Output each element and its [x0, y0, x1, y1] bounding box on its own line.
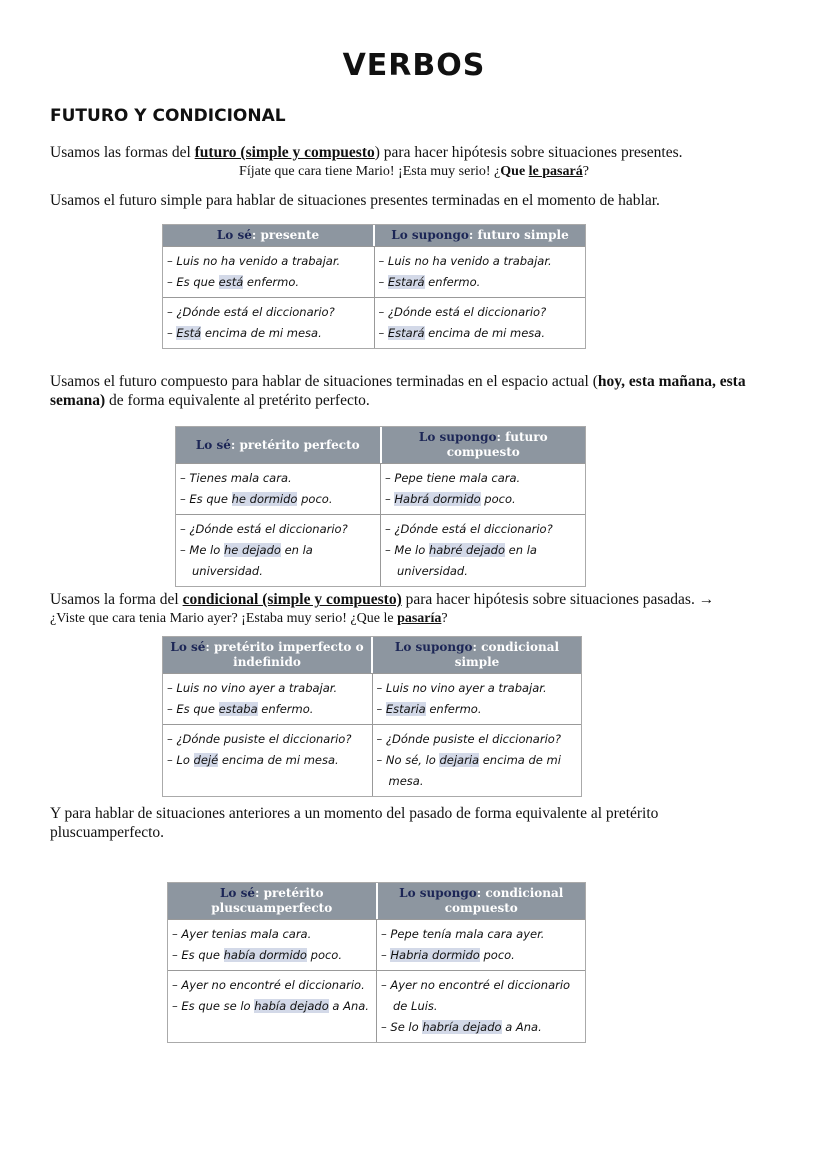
- line-text: – ¿Dónde está el diccionario?: [180, 522, 348, 536]
- line-text: encima de mi mesa.: [218, 753, 339, 767]
- dialogue-line: [379, 272, 582, 293]
- line-text: – Luis no vino ayer a trabajar.: [167, 681, 338, 695]
- highlighted-verb: estaba: [218, 702, 258, 716]
- table-cell: [163, 247, 375, 297]
- highlighted-verb: Estará: [387, 326, 425, 340]
- dialogue-line: [385, 540, 581, 582]
- highlighted-verb: Estaria: [385, 702, 426, 716]
- table-cell: [375, 298, 586, 348]
- line-text: –: [378, 326, 388, 340]
- dialogue-line: [385, 519, 581, 540]
- table-futuro-simple: [162, 224, 586, 349]
- line-text: – Ayer tenias mala cara.: [172, 927, 312, 941]
- header-cell: [163, 225, 375, 246]
- line-text: a Ana.: [501, 1020, 542, 1034]
- example-futuro: [0, 164, 828, 180]
- dialogue-line: [377, 678, 578, 699]
- header-text: [172, 886, 372, 916]
- text: ?: [582, 164, 589, 179]
- line-text: encima de mi mesa.: [388, 753, 561, 788]
- highlighted-verb: Está: [176, 326, 202, 340]
- text: Usamos la forma del: [50, 591, 183, 608]
- line-text: poco.: [480, 492, 516, 506]
- table-cell: [176, 515, 381, 586]
- line-text: – Me lo: [180, 543, 224, 557]
- text: Fíjate que cara tiene Mario! ¡Esta muy serio! ¿: [239, 164, 501, 179]
- table-condicional-simple: [162, 636, 582, 797]
- line-text: enfermo.: [424, 275, 481, 289]
- dialogue-line: [167, 272, 370, 293]
- line-text: – Pepe tiene mala cara.: [385, 471, 521, 485]
- bold-text: hoy, esta mañana, esta semana): [50, 373, 746, 409]
- highlighted-verb: he dormido: [231, 492, 298, 506]
- dialogue-line: [180, 519, 376, 540]
- text: ¿Viste que cara tenia Mario ayer? ¡Estaba muy serio! ¿Que le: [50, 611, 398, 626]
- highlighted-verb: había dejado: [254, 999, 329, 1013]
- line-text: –: [167, 326, 177, 340]
- table-condicional-compuesto: [167, 882, 586, 1043]
- table-row: [168, 919, 585, 970]
- highlighted-verb: Habria dormido: [390, 948, 480, 962]
- line-text: –: [385, 492, 395, 506]
- paragraph-pluscuamperfecto: Y para hablar de situaciones anteriores a un momento del pasado de forma equivalente al pretérito pluscuamperfecto.: [50, 805, 659, 841]
- line-text: – ¿Dónde está el diccionario?: [167, 305, 335, 319]
- table-header: [163, 637, 581, 673]
- line-text: – Se lo: [381, 1020, 423, 1034]
- line-text: –: [376, 702, 386, 716]
- table-cell: [373, 674, 582, 724]
- line-text: – ¿Dónde está el diccionario?: [378, 305, 547, 319]
- line-text: – Luis no ha venido a trabajar.: [167, 254, 341, 268]
- table-cell: [381, 464, 585, 514]
- line-text: – Tienes mala cara.: [180, 471, 292, 485]
- line-text: – No sé, lo: [376, 753, 440, 767]
- header-cell: [375, 225, 585, 246]
- dialogue-line: [381, 975, 581, 1017]
- dialogue-line: [180, 540, 376, 582]
- header-cell: [373, 637, 581, 673]
- header-text: [167, 640, 367, 670]
- text: Usamos las formas del: [50, 144, 195, 161]
- table-cell: [163, 298, 375, 348]
- header-key: Lo sé: [170, 640, 206, 654]
- highlighted-verb: había dormido: [223, 948, 307, 962]
- header-key: Lo sé: [195, 437, 231, 452]
- dialogue-line: [381, 945, 581, 966]
- header-key: Lo sé: [219, 886, 255, 900]
- text: ?: [441, 611, 448, 626]
- line-text: poco.: [297, 492, 333, 506]
- line-text: poco.: [479, 948, 515, 962]
- header-cell: [163, 637, 373, 673]
- header-text: [386, 430, 582, 460]
- dialogue-line: [377, 750, 578, 792]
- table-cell: [377, 971, 585, 1042]
- dialogue-line: [381, 924, 581, 945]
- table-cell: [163, 674, 373, 724]
- bold-term: condicional (simple y compuesto): [182, 591, 402, 608]
- section-heading: FUTURO Y CONDICIONAL: [50, 106, 286, 126]
- table-header: [168, 883, 585, 919]
- header-key: Lo supongo: [391, 228, 469, 242]
- highlighted-verb: habría dejado: [422, 1020, 502, 1034]
- header-key: Lo supongo: [399, 886, 477, 900]
- example-condicional: [50, 609, 448, 628]
- line-text: –: [381, 948, 391, 962]
- dialogue-line: [167, 323, 370, 344]
- table-cell: [381, 515, 585, 586]
- table-cell: [163, 725, 373, 796]
- header-tense: : pretérito pluscuamperfecto: [211, 886, 333, 915]
- table-cell: [375, 247, 586, 297]
- table-cell: [168, 920, 377, 970]
- line-text: – Es que: [167, 702, 219, 716]
- line-text: – ¿Dónde pusiste el diccionario?: [376, 732, 561, 746]
- page-title: VERBOS: [342, 48, 486, 83]
- header-tense: : pretérito perfecto: [230, 437, 360, 452]
- line-text: – Es que: [167, 275, 219, 289]
- table-row: [176, 463, 585, 514]
- header-text: [196, 438, 360, 453]
- paragraph-futuro-simple: Usamos el futuro simple para hablar de situaciones presentes terminadas en el momento de hablar.: [50, 192, 660, 209]
- header-tense: : futuro compuesto: [446, 430, 548, 459]
- dialogue-line: [379, 302, 582, 323]
- line-text: – Ayer no encontré el diccionario.: [172, 978, 365, 992]
- table-header: [163, 225, 585, 246]
- table-row: [163, 724, 581, 796]
- line-text: – Lo: [167, 753, 194, 767]
- table-cell: [377, 920, 585, 970]
- line-text: –: [378, 275, 388, 289]
- line-text: – Luis no ha venido a trabajar.: [378, 254, 552, 268]
- bold-text: Que: [500, 164, 529, 179]
- dialogue-line: [377, 729, 578, 750]
- line-text: – Es que: [172, 948, 224, 962]
- line-text: enfermo.: [243, 275, 300, 289]
- header-tense: : condicional compuesto: [444, 886, 564, 915]
- highlighted-verb: dejaria: [439, 753, 480, 767]
- highlighted-verb: Habrá dormido: [394, 492, 481, 506]
- highlighted-verb: está: [218, 275, 244, 289]
- header-cell: [382, 427, 586, 463]
- header-tense: : condicional simple: [454, 640, 560, 669]
- table-row: [163, 673, 581, 724]
- paragraph-condicional: [50, 590, 785, 609]
- line-text: – ¿Dónde está el diccionario?: [385, 522, 553, 536]
- line-text: – ¿Dónde pusiste el diccionario?: [167, 732, 352, 746]
- bold-term: pasaría: [397, 611, 442, 626]
- dialogue-line: [167, 750, 368, 771]
- bold-term: le pasará: [528, 164, 583, 179]
- line-text: encima de mi mesa.: [201, 326, 322, 340]
- header-cell: [168, 883, 378, 919]
- line-text: – Luis no vino ayer a trabajar.: [376, 681, 547, 695]
- header-text: [377, 640, 577, 670]
- line-text: poco.: [306, 948, 342, 962]
- line-text: – Pepe tenía mala cara ayer.: [381, 927, 545, 941]
- line-text: enfermo.: [425, 702, 482, 716]
- table-cell: [176, 464, 381, 514]
- text: de forma equivalente al pretérito perfecto.: [105, 392, 370, 409]
- table-cell: [168, 971, 377, 1042]
- header-cell: [378, 883, 586, 919]
- dialogue-line: [167, 678, 368, 699]
- header-tense: : futuro simple: [468, 228, 569, 242]
- dialogue-line: [167, 729, 368, 750]
- line-text: – Ayer no encontré el diccionario de Luis.: [381, 978, 571, 1013]
- header-key: Lo supongo: [394, 640, 473, 654]
- highlighted-verb: habré dejado: [428, 543, 506, 557]
- table-header: [176, 427, 585, 463]
- table-futuro-compuesto: [175, 426, 586, 587]
- line-text: a Ana.: [328, 999, 369, 1013]
- dialogue-line: [172, 996, 372, 1017]
- header-cell: [176, 427, 382, 463]
- highlighted-verb: he dejado: [223, 543, 281, 557]
- header-tense: : presente: [251, 228, 320, 242]
- header-text: [391, 228, 569, 243]
- table-row: [176, 514, 585, 586]
- dialogue-line: [379, 251, 582, 272]
- text: ) para hacer hipótesis sobre situaciones presentes.: [374, 144, 683, 161]
- dialogue-line: [172, 975, 372, 996]
- line-text: – Me lo: [385, 543, 429, 557]
- dialogue-line: [385, 468, 581, 489]
- table-row: [163, 297, 585, 348]
- dialogue-line: [379, 323, 582, 344]
- highlighted-verb: Estará: [387, 275, 425, 289]
- line-text: enfermo.: [257, 702, 314, 716]
- paragraph-futuro-intro: [50, 143, 683, 162]
- dialogue-line: [180, 468, 376, 489]
- header-key: Lo sé: [216, 228, 252, 242]
- dialogue-line: [377, 699, 578, 720]
- table-row: [163, 246, 585, 297]
- line-text: – Es que: [180, 492, 232, 506]
- line-text: en la universidad.: [397, 543, 537, 578]
- dialogue-line: [385, 489, 581, 510]
- dialogue-line: [167, 251, 370, 272]
- line-text: en la universidad.: [192, 543, 313, 578]
- header-text: [217, 228, 319, 243]
- dialogue-line: [180, 489, 376, 510]
- line-text: – Es que se lo: [172, 999, 255, 1013]
- table-row: [168, 970, 585, 1042]
- bold-term: futuro (simple y compuesto: [194, 144, 375, 161]
- header-tense: : pretérito imperfecto o indefinido: [205, 640, 364, 669]
- dialogue-line: [172, 924, 372, 945]
- line-text: encima de mi mesa.: [424, 326, 545, 340]
- header-key: Lo supongo: [418, 430, 497, 444]
- text: Usamos el futuro compuesto para hablar de situaciones terminadas en el espacio actual (: [50, 373, 598, 390]
- dialogue-line: [172, 945, 372, 966]
- table-cell: [373, 725, 582, 796]
- highlighted-verb: dejé: [193, 753, 219, 767]
- text: para hacer hipótesis sobre situaciones pasadas. →: [401, 591, 715, 608]
- dialogue-line: [167, 302, 370, 323]
- paragraph-futuro-compuesto: [50, 372, 780, 410]
- header-text: [382, 886, 582, 916]
- dialogue-line: [381, 1017, 581, 1038]
- dialogue-line: [167, 699, 368, 720]
